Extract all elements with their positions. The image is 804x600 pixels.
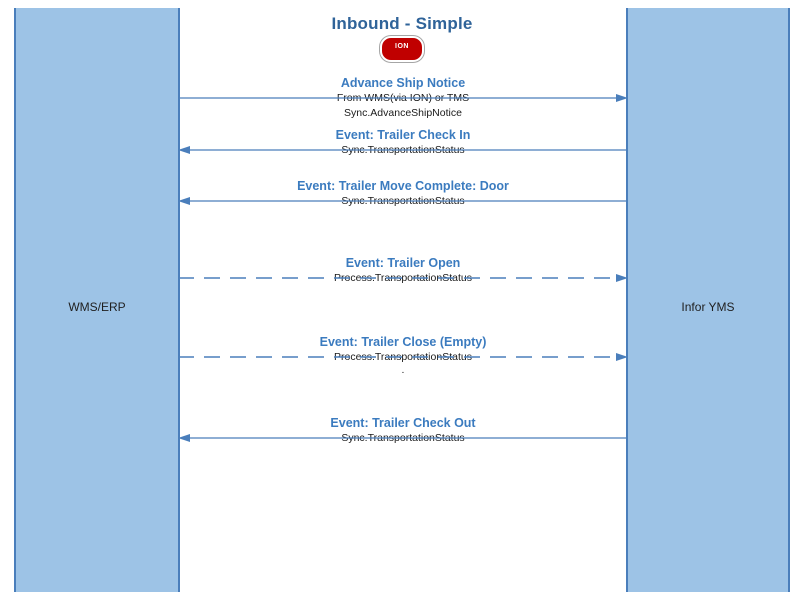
message-subtitle: Process.TransportationStatus xyxy=(334,351,472,363)
message-arrow-right-dashed xyxy=(178,272,628,284)
message-subtitle: Sync.TransportationStatus xyxy=(341,432,465,444)
page-title: Inbound - Simple xyxy=(331,14,473,33)
message-title: Event: Trailer Open xyxy=(345,256,461,270)
lifeline-label-wms-erp: WMS/ERP xyxy=(68,300,126,314)
message-arrow-right-dashed xyxy=(178,351,628,363)
message-subtitle-2: Sync.AdvanceShipNotice xyxy=(344,107,462,119)
message-title: Advance Ship Notice xyxy=(340,76,466,90)
message-title: Event: Trailer Check In xyxy=(335,128,471,142)
message-subtitle: Sync.TransportationStatus xyxy=(341,144,465,156)
lifeline-wms-erp xyxy=(14,8,180,592)
message-title: Event: Trailer Close (Empty) xyxy=(319,335,487,349)
message-arrow-right xyxy=(178,92,628,104)
message-subtitle: Process.TransportationStatus xyxy=(334,272,472,284)
message-subtitle: From WMS(via ION) or TMS xyxy=(336,92,470,104)
message-arrow-left xyxy=(178,195,628,207)
ion-logo-label: ION xyxy=(395,43,409,50)
lifeline-infor-yms xyxy=(626,8,790,592)
lifeline-label-infor-yms: Infor YMS xyxy=(681,300,735,314)
message-title: Event: Trailer Check Out xyxy=(330,416,476,430)
message-arrow-left xyxy=(178,144,628,156)
message-arrow-left xyxy=(178,432,628,444)
message-subtitle-2: . xyxy=(401,364,405,376)
message-subtitle: Sync.TransportationStatus xyxy=(341,195,465,207)
ion-logo-icon xyxy=(380,36,424,62)
message-title: Event: Trailer Move Complete: Door xyxy=(297,179,509,193)
